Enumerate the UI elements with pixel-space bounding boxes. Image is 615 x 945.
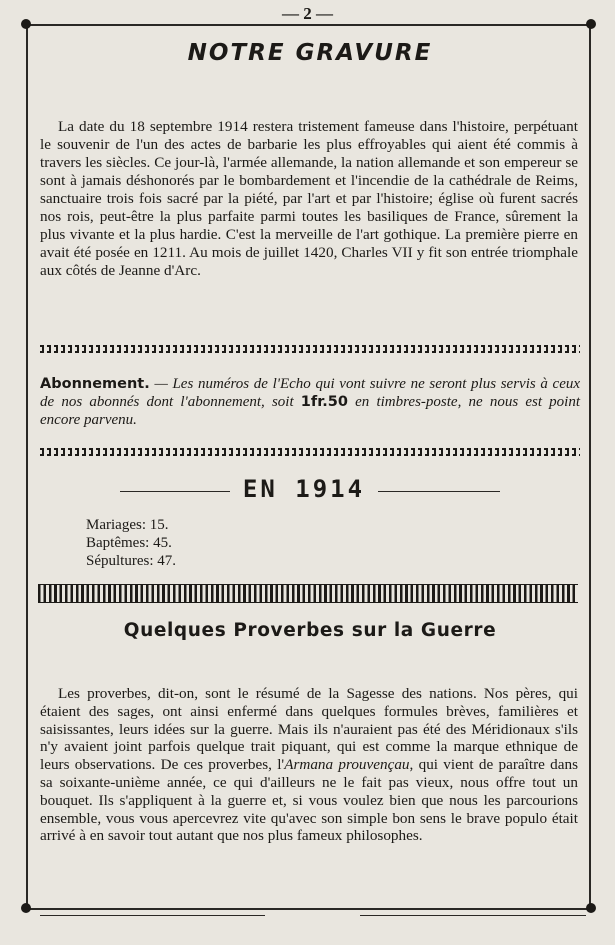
abonnement-label: Abonnement. — [40, 376, 150, 392]
ornament-rule-top — [40, 345, 580, 353]
stat-baptemes: Baptêmes: 45. — [86, 535, 172, 551]
en-1914-rule-right — [378, 491, 500, 492]
ornament-rule-bottom — [40, 448, 580, 456]
proverbes-text-b: , qui vient de paraître dans sa soixante-unième année, ce qui d'ailleurs ne le fait pas vieux, nous offre tout un bouquet. Ils s'appliquent à la guerre et, si vous voulez bien que nous les parcourions ensemble, vous vous apercevrez vite qu'avec son simple bon sens le brave populo était arrivé à en savoir tout autant que nos plus fameux philosophes. — [40, 756, 578, 845]
gravure-title: NOTRE GRAVURE — [187, 40, 433, 66]
frame-right-rule — [589, 24, 591, 908]
parish-statistics — [86, 516, 176, 570]
stat-mariages: Mariages: 15. — [86, 517, 169, 533]
en-1914-rule-left — [120, 491, 230, 492]
abonnement-text-b: en timbres-poste, ne nous est point encore parvenu. — [40, 394, 580, 428]
corner-dot-bottom-right — [586, 903, 596, 913]
frame-top-rule — [26, 24, 591, 26]
corner-dot-bottom-left — [21, 903, 31, 913]
proverbes-work-title: Armana prouvençau — [284, 756, 410, 774]
striped-divider — [38, 584, 578, 603]
page-number: — 2 — — [0, 4, 615, 24]
proverbes-title: Quelques Proverbes sur la Guerre — [123, 620, 497, 641]
abonnement-price: 1fr.50 — [300, 394, 348, 410]
gravure-paragraph — [40, 118, 578, 280]
abonnement-text-a: Les numéros de l'Echo qui vont suivre ne seront plus servis à ceux de nos abonnés dont l'abonnement, soit — [40, 376, 581, 410]
abonnement-notice — [40, 375, 580, 429]
en-1914-title: EN 1914 — [242, 475, 366, 503]
bottom-ornament-rule-right — [360, 915, 586, 916]
proverbes-text-a: Les proverbes, dit-on, sont le résumé de la Sagesse des nations. Nos pères, qui étaient des sages, ont ainsi enfermé dans quelques formules brèves, familières et saisissantes, leurs idées sur la guerre. Mais ils n'auraient pas été des Méridionaux s'ils n'y avaient joint parfois quelque trait piquant, qui est comme la marque ethnique de leurs observations. De ces proverbes, l' — [40, 685, 578, 774]
en-1914-heading — [120, 475, 500, 506]
bottom-ornament-rule-left — [40, 915, 265, 916]
proverbes-paragraph — [40, 685, 578, 845]
frame-left-rule — [26, 24, 28, 908]
frame-bottom-rule — [26, 908, 591, 910]
gravure-text: La date du 18 septembre 1914 restera tristement fameuse dans l'histoire, perpétuant le souvenir de l'un des actes de barbarie les plus effroyables qui aient été commis à travers les siècles. Ce jour-là, l'armée allemande, la nation allemande et son empereur se sont à jamais déshonorés par le bombardement et l'incendie de la cathédrale de Reims, sanctuaire trois fois sacré par la piété, par l'art et par l'histoire; église où furent sacrés nos rois, peut-être la plus parfaite parmi toutes les basiliques de France, sûrement la plus vivante et la plus hardie. C'est la merveille de l'art gothique. La première pierre en avait été posée en 1211. Au mois de juillet 1420, Charles VII y fit son entrée triomphale aux côtés de Jeanne d'Arc. — [40, 118, 578, 279]
abonnement-dash: — — [154, 376, 168, 392]
stat-sepultures: Sépultures: 47. — [86, 553, 176, 569]
